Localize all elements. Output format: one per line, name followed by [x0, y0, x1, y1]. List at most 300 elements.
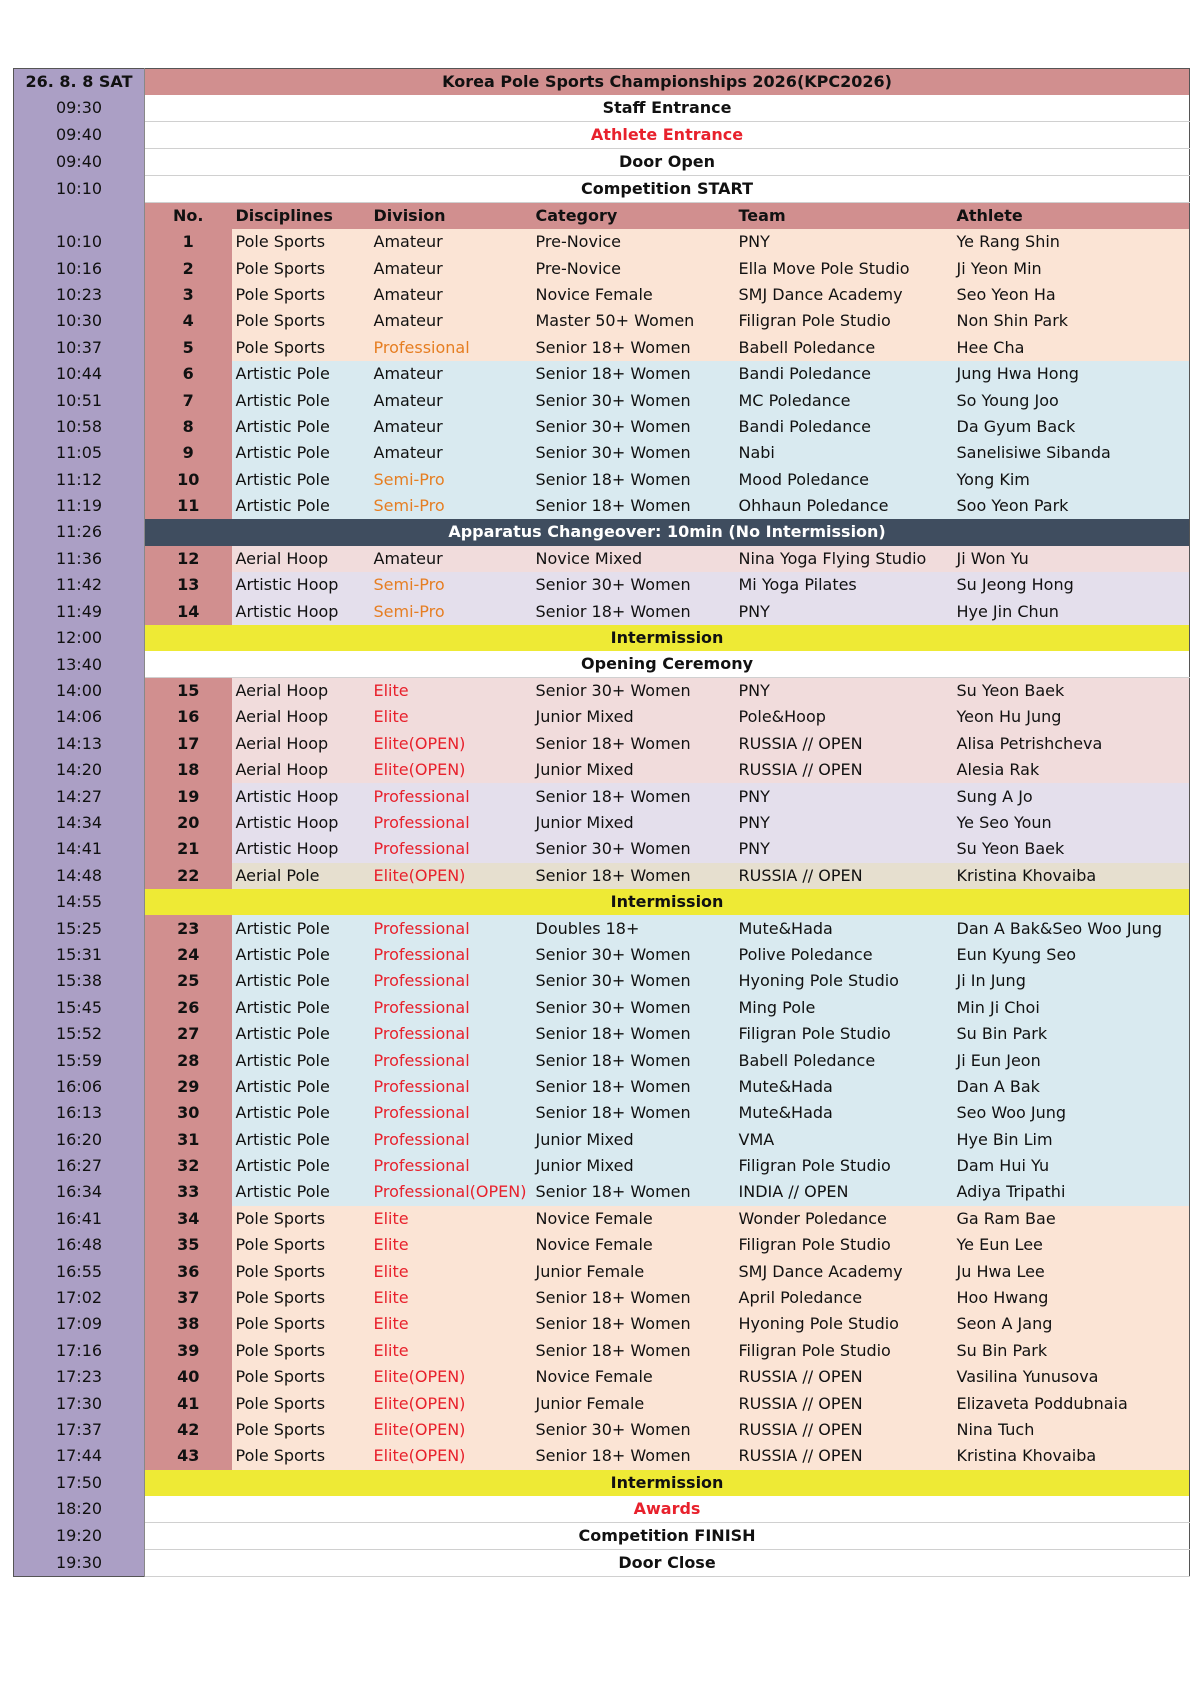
athlete-cell: Hee Cha [953, 335, 1190, 361]
entry-number: 38 [145, 1311, 232, 1337]
time-cell: 16:48 [14, 1232, 145, 1258]
discipline-cell: Pole Sports [232, 1390, 370, 1416]
division-cell: Professional [370, 915, 532, 941]
category-cell: Senior 30+ Women [532, 678, 735, 705]
team-cell: Bandi Poledance [735, 361, 953, 387]
category-cell: Senior 18+ Women [532, 1285, 735, 1311]
division-cell: Elite [370, 1311, 532, 1337]
schedule-body [14, 95, 1190, 1576]
event-row [14, 149, 1190, 176]
athlete-cell: Ji In Jung [953, 968, 1190, 994]
event-row [14, 1496, 1190, 1523]
entry-row [14, 810, 1190, 836]
category-cell: Novice Female [532, 1206, 735, 1232]
entry-row [14, 1311, 1190, 1337]
team-cell: PNY [735, 836, 953, 862]
entry-row [14, 229, 1190, 255]
event-label: Intermission [145, 1470, 1190, 1496]
division-cell: Semi-Pro [370, 598, 532, 624]
time-cell: 15:25 [14, 915, 145, 941]
division-cell: Amateur [370, 387, 532, 413]
division-cell: Professional [370, 1047, 532, 1073]
time-cell: 15:52 [14, 1021, 145, 1047]
category-cell: Senior 18+ Women [532, 467, 735, 493]
team-cell: PNY [735, 598, 953, 624]
discipline-cell: Artistic Pole [232, 968, 370, 994]
discipline-cell: Artistic Pole [232, 1179, 370, 1205]
discipline-cell: Artistic Pole [232, 493, 370, 519]
entry-number: 9 [145, 440, 232, 466]
athlete-cell: Non Shin Park [953, 308, 1190, 334]
team-cell: Mi Yoga Pilates [735, 572, 953, 598]
column-header-no: No. [145, 203, 232, 230]
entry-number: 21 [145, 836, 232, 862]
team-cell: Ming Pole [735, 995, 953, 1021]
column-header-athlete: Athlete [953, 203, 1190, 230]
category-cell: Senior 18+ Women [532, 783, 735, 809]
time-cell: 09:40 [14, 122, 145, 149]
team-cell: Ella Move Pole Studio [735, 255, 953, 281]
entry-row [14, 1127, 1190, 1153]
entry-number: 22 [145, 863, 232, 889]
category-cell: Senior 30+ Women [532, 387, 735, 413]
athlete-cell: Jung Hwa Hong [953, 361, 1190, 387]
entry-number: 15 [145, 678, 232, 705]
athlete-cell: So Young Joo [953, 387, 1190, 413]
team-cell: Hyoning Pole Studio [735, 1311, 953, 1337]
team-cell: Nina Yoga Flying Studio [735, 546, 953, 572]
time-cell: 19:20 [14, 1522, 145, 1549]
intermission-row [14, 889, 1190, 915]
entry-row [14, 783, 1190, 809]
discipline-cell: Aerial Pole [232, 863, 370, 889]
entry-row [14, 1258, 1190, 1284]
athlete-cell: Elizaveta Poddubnaia [953, 1390, 1190, 1416]
category-cell: Senior 30+ Women [532, 995, 735, 1021]
team-cell: MC Poledance [735, 387, 953, 413]
entry-row [14, 757, 1190, 783]
time-cell: 10:44 [14, 361, 145, 387]
time-cell: 09:30 [14, 95, 145, 122]
discipline-cell: Pole Sports [232, 1417, 370, 1443]
time-cell: 16:55 [14, 1258, 145, 1284]
team-cell: Babell Poledance [735, 335, 953, 361]
entry-row [14, 1443, 1190, 1469]
team-cell: RUSSIA // OPEN [735, 1417, 953, 1443]
entry-number: 24 [145, 942, 232, 968]
division-cell: Elite [370, 1206, 532, 1232]
division-cell: Professional [370, 836, 532, 862]
team-cell: PNY [735, 678, 953, 705]
time-cell: 17:50 [14, 1470, 145, 1496]
division-cell: Semi-Pro [370, 467, 532, 493]
time-cell: 16:41 [14, 1206, 145, 1232]
division-cell: Professional [370, 942, 532, 968]
entry-row [14, 440, 1190, 466]
discipline-cell: Artistic Pole [232, 1074, 370, 1100]
athlete-cell: Ji Eun Jeon [953, 1047, 1190, 1073]
athlete-cell: Su Yeon Baek [953, 678, 1190, 705]
division-cell: Elite(OPEN) [370, 757, 532, 783]
category-cell: Junior Female [532, 1390, 735, 1416]
entry-row [14, 1206, 1190, 1232]
time-cell-empty [14, 203, 145, 230]
team-cell: Mute&Hada [735, 1100, 953, 1126]
discipline-cell: Pole Sports [232, 308, 370, 334]
entry-number: 39 [145, 1338, 232, 1364]
time-cell: 11:42 [14, 572, 145, 598]
event-label: Competition START [145, 176, 1190, 203]
team-cell: RUSSIA // OPEN [735, 731, 953, 757]
entry-row [14, 572, 1190, 598]
column-header-row [14, 203, 1190, 230]
team-cell: Filigran Pole Studio [735, 1232, 953, 1258]
intermission-row [14, 625, 1190, 651]
athlete-cell: Eun Kyung Seo [953, 942, 1190, 968]
discipline-cell: Aerial Hoop [232, 731, 370, 757]
time-cell: 18:20 [14, 1496, 145, 1523]
athlete-cell: Ju Hwa Lee [953, 1258, 1190, 1284]
category-cell: Senior 18+ Women [532, 1100, 735, 1126]
category-cell: Senior 30+ Women [532, 414, 735, 440]
team-cell: Filigran Pole Studio [735, 1153, 953, 1179]
event-label: Intermission [145, 889, 1190, 915]
discipline-cell: Artistic Pole [232, 467, 370, 493]
entry-number: 23 [145, 915, 232, 941]
discipline-cell: Pole Sports [232, 1206, 370, 1232]
entry-number: 6 [145, 361, 232, 387]
athlete-cell: Kristina Khovaiba [953, 1443, 1190, 1469]
team-cell: RUSSIA // OPEN [735, 863, 953, 889]
division-cell: Amateur [370, 229, 532, 255]
time-cell: 11:26 [14, 519, 145, 545]
category-cell: Senior 30+ Women [532, 440, 735, 466]
time-cell: 10:30 [14, 308, 145, 334]
category-cell: Junior Mixed [532, 1127, 735, 1153]
entry-row [14, 335, 1190, 361]
column-header-discipline: Disciplines [232, 203, 370, 230]
time-cell: 16:06 [14, 1074, 145, 1100]
entry-row [14, 1285, 1190, 1311]
time-cell: 11:05 [14, 440, 145, 466]
division-cell: Amateur [370, 414, 532, 440]
time-cell: 16:27 [14, 1153, 145, 1179]
event-row [14, 176, 1190, 203]
time-cell: 19:30 [14, 1549, 145, 1576]
category-cell: Senior 18+ Women [532, 598, 735, 624]
category-cell: Novice Female [532, 1364, 735, 1390]
time-cell: 10:23 [14, 282, 145, 308]
athlete-cell: Ye Rang Shin [953, 229, 1190, 255]
time-cell: 14:06 [14, 704, 145, 730]
entry-row [14, 255, 1190, 281]
entry-number: 18 [145, 757, 232, 783]
entry-number: 10 [145, 467, 232, 493]
discipline-cell: Artistic Hoop [232, 572, 370, 598]
entry-number: 14 [145, 598, 232, 624]
time-cell: 14:20 [14, 757, 145, 783]
category-cell: Senior 30+ Women [532, 836, 735, 862]
discipline-cell: Aerial Hoop [232, 546, 370, 572]
discipline-cell: Artistic Pole [232, 1100, 370, 1126]
category-cell: Senior 18+ Women [532, 1179, 735, 1205]
team-cell: April Poledance [735, 1285, 953, 1311]
division-cell: Professional(OPEN) [370, 1179, 532, 1205]
time-cell: 15:45 [14, 995, 145, 1021]
category-cell: Novice Female [532, 1232, 735, 1258]
entry-row [14, 678, 1190, 705]
category-cell: Doubles 18+ [532, 915, 735, 941]
category-cell: Senior 30+ Women [532, 968, 735, 994]
division-cell: Professional [370, 1153, 532, 1179]
entry-number: 5 [145, 335, 232, 361]
entry-row [14, 308, 1190, 334]
discipline-cell: Artistic Hoop [232, 810, 370, 836]
athlete-cell: Da Gyum Back [953, 414, 1190, 440]
team-cell: Mood Poledance [735, 467, 953, 493]
entry-row [14, 863, 1190, 889]
team-cell: Polive Poledance [735, 942, 953, 968]
time-cell: 15:31 [14, 942, 145, 968]
entry-number: 13 [145, 572, 232, 598]
category-cell: Novice Mixed [532, 546, 735, 572]
event-label: Opening Ceremony [145, 651, 1190, 678]
entry-row [14, 1232, 1190, 1258]
time-cell: 17:02 [14, 1285, 145, 1311]
event-row [14, 122, 1190, 149]
entry-row [14, 493, 1190, 519]
division-cell: Professional [370, 335, 532, 361]
entry-row [14, 1179, 1190, 1205]
athlete-cell: Su Bin Park [953, 1021, 1190, 1047]
discipline-cell: Aerial Hoop [232, 678, 370, 705]
discipline-cell: Artistic Pole [232, 1047, 370, 1073]
discipline-cell: Artistic Hoop [232, 783, 370, 809]
division-cell: Elite [370, 678, 532, 705]
entry-number: 33 [145, 1179, 232, 1205]
athlete-cell: Su Bin Park [953, 1338, 1190, 1364]
athlete-cell: Ye Seo Youn [953, 810, 1190, 836]
entry-number: 34 [145, 1206, 232, 1232]
event-label: Staff Entrance [145, 95, 1190, 122]
entry-row [14, 704, 1190, 730]
entry-row [14, 995, 1190, 1021]
athlete-cell: Yong Kim [953, 467, 1190, 493]
time-cell: 14:00 [14, 678, 145, 705]
athlete-cell: Alesia Rak [953, 757, 1190, 783]
discipline-cell: Pole Sports [232, 1311, 370, 1337]
division-cell: Elite [370, 704, 532, 730]
athlete-cell: Su Yeon Baek [953, 836, 1190, 862]
entry-number: 3 [145, 282, 232, 308]
schedule-date: 26. 8. 8 SAT [14, 69, 145, 96]
discipline-cell: Artistic Pole [232, 440, 370, 466]
entry-row [14, 1074, 1190, 1100]
entry-row [14, 598, 1190, 624]
athlete-cell: Ga Ram Bae [953, 1206, 1190, 1232]
athlete-cell: Hoo Hwang [953, 1285, 1190, 1311]
category-cell: Novice Female [532, 282, 735, 308]
entry-number: 12 [145, 546, 232, 572]
entry-number: 35 [145, 1232, 232, 1258]
athlete-cell: Adiya Tripathi [953, 1179, 1190, 1205]
division-cell: Professional [370, 810, 532, 836]
division-cell: Professional [370, 995, 532, 1021]
team-cell: Filigran Pole Studio [735, 308, 953, 334]
entry-number: 19 [145, 783, 232, 809]
discipline-cell: Pole Sports [232, 1364, 370, 1390]
athlete-cell: Seon A Jang [953, 1311, 1190, 1337]
time-cell: 11:12 [14, 467, 145, 493]
entry-row [14, 1338, 1190, 1364]
time-cell: 17:30 [14, 1390, 145, 1416]
category-cell: Senior 18+ Women [532, 1021, 735, 1047]
time-cell: 10:10 [14, 176, 145, 203]
division-cell: Elite(OPEN) [370, 863, 532, 889]
athlete-cell: Yeon Hu Jung [953, 704, 1190, 730]
entry-row [14, 1021, 1190, 1047]
athlete-cell: Kristina Khovaiba [953, 863, 1190, 889]
discipline-cell: Artistic Pole [232, 942, 370, 968]
division-cell: Amateur [370, 308, 532, 334]
schedule-table [13, 68, 1190, 1577]
division-cell: Amateur [370, 255, 532, 281]
entry-row [14, 1390, 1190, 1416]
category-cell: Junior Mixed [532, 1153, 735, 1179]
discipline-cell: Artistic Hoop [232, 836, 370, 862]
event-label: Competition FINISH [145, 1522, 1190, 1549]
time-cell: 17:23 [14, 1364, 145, 1390]
team-cell: Hyoning Pole Studio [735, 968, 953, 994]
intermission-row [14, 1470, 1190, 1496]
athlete-cell: Seo Woo Jung [953, 1100, 1190, 1126]
time-cell: 13:40 [14, 651, 145, 678]
entry-number: 43 [145, 1443, 232, 1469]
entry-number: 32 [145, 1153, 232, 1179]
column-header-team: Team [735, 203, 953, 230]
division-cell: Professional [370, 1127, 532, 1153]
team-cell: Wonder Poledance [735, 1206, 953, 1232]
entry-number: 31 [145, 1127, 232, 1153]
time-cell: 14:55 [14, 889, 145, 915]
time-cell: 12:00 [14, 625, 145, 651]
time-cell: 11:49 [14, 598, 145, 624]
time-cell: 10:10 [14, 229, 145, 255]
entry-number: 41 [145, 1390, 232, 1416]
discipline-cell: Aerial Hoop [232, 704, 370, 730]
discipline-cell: Artistic Pole [232, 995, 370, 1021]
event-label: Intermission [145, 625, 1190, 651]
athlete-cell: Hye Bin Lim [953, 1127, 1190, 1153]
division-cell: Elite [370, 1258, 532, 1284]
entry-number: 4 [145, 308, 232, 334]
category-cell: Senior 18+ Women [532, 863, 735, 889]
time-cell: 10:16 [14, 255, 145, 281]
entry-number: 36 [145, 1258, 232, 1284]
division-cell: Professional [370, 1021, 532, 1047]
time-cell: 14:27 [14, 783, 145, 809]
entry-row [14, 1100, 1190, 1126]
time-cell: 16:34 [14, 1179, 145, 1205]
discipline-cell: Pole Sports [232, 335, 370, 361]
athlete-cell: Hye Jin Chun [953, 598, 1190, 624]
entry-number: 1 [145, 229, 232, 255]
time-cell: 10:58 [14, 414, 145, 440]
entry-row [14, 968, 1190, 994]
entry-row [14, 1364, 1190, 1390]
team-cell: RUSSIA // OPEN [735, 1364, 953, 1390]
category-cell: Senior 30+ Women [532, 942, 735, 968]
athlete-cell: Ji Won Yu [953, 546, 1190, 572]
category-cell: Senior 18+ Women [532, 1074, 735, 1100]
entry-number: 7 [145, 387, 232, 413]
athlete-cell: Alisa Petrishcheva [953, 731, 1190, 757]
team-cell: PNY [735, 783, 953, 809]
entry-number: 42 [145, 1417, 232, 1443]
entry-number: 16 [145, 704, 232, 730]
time-cell: 10:37 [14, 335, 145, 361]
athlete-cell: Dan A Bak [953, 1074, 1190, 1100]
entry-number: 8 [145, 414, 232, 440]
category-cell: Master 50+ Women [532, 308, 735, 334]
discipline-cell: Artistic Pole [232, 1021, 370, 1047]
discipline-cell: Artistic Pole [232, 414, 370, 440]
category-cell: Junior Mixed [532, 704, 735, 730]
event-label: Apparatus Changeover: 10min (No Intermission) [145, 519, 1190, 545]
athlete-cell: Soo Yeon Park [953, 493, 1190, 519]
entry-number: 27 [145, 1021, 232, 1047]
team-cell: INDIA // OPEN [735, 1179, 953, 1205]
entry-number: 30 [145, 1100, 232, 1126]
division-cell: Professional [370, 783, 532, 809]
event-row [14, 1522, 1190, 1549]
division-cell: Elite(OPEN) [370, 731, 532, 757]
time-cell: 15:59 [14, 1047, 145, 1073]
division-cell: Elite [370, 1232, 532, 1258]
entry-row [14, 942, 1190, 968]
discipline-cell: Pole Sports [232, 282, 370, 308]
time-cell: 14:13 [14, 731, 145, 757]
discipline-cell: Pole Sports [232, 229, 370, 255]
discipline-cell: Artistic Pole [232, 361, 370, 387]
division-cell: Elite(OPEN) [370, 1417, 532, 1443]
entry-row [14, 467, 1190, 493]
time-cell: 11:19 [14, 493, 145, 519]
entry-row [14, 414, 1190, 440]
entry-row [14, 546, 1190, 572]
athlete-cell: Sung A Jo [953, 783, 1190, 809]
event-label: Athlete Entrance [145, 122, 1190, 149]
team-cell: SMJ Dance Academy [735, 1258, 953, 1284]
division-cell: Amateur [370, 282, 532, 308]
team-cell: PNY [735, 810, 953, 836]
discipline-cell: Artistic Pole [232, 387, 370, 413]
entry-row [14, 731, 1190, 757]
category-cell: Senior 18+ Women [532, 1311, 735, 1337]
team-cell: Ohhaun Poledance [735, 493, 953, 519]
division-cell: Professional [370, 1100, 532, 1126]
category-cell: Junior Mixed [532, 757, 735, 783]
team-cell: Mute&Hada [735, 915, 953, 941]
team-cell: Filigran Pole Studio [735, 1021, 953, 1047]
time-cell: 14:41 [14, 836, 145, 862]
athlete-cell: Nina Tuch [953, 1417, 1190, 1443]
athlete-cell: Sanelisiwe Sibanda [953, 440, 1190, 466]
athlete-cell: Su Jeong Hong [953, 572, 1190, 598]
team-cell: VMA [735, 1127, 953, 1153]
athlete-cell: Seo Yeon Ha [953, 282, 1190, 308]
column-header-category: Category [532, 203, 735, 230]
